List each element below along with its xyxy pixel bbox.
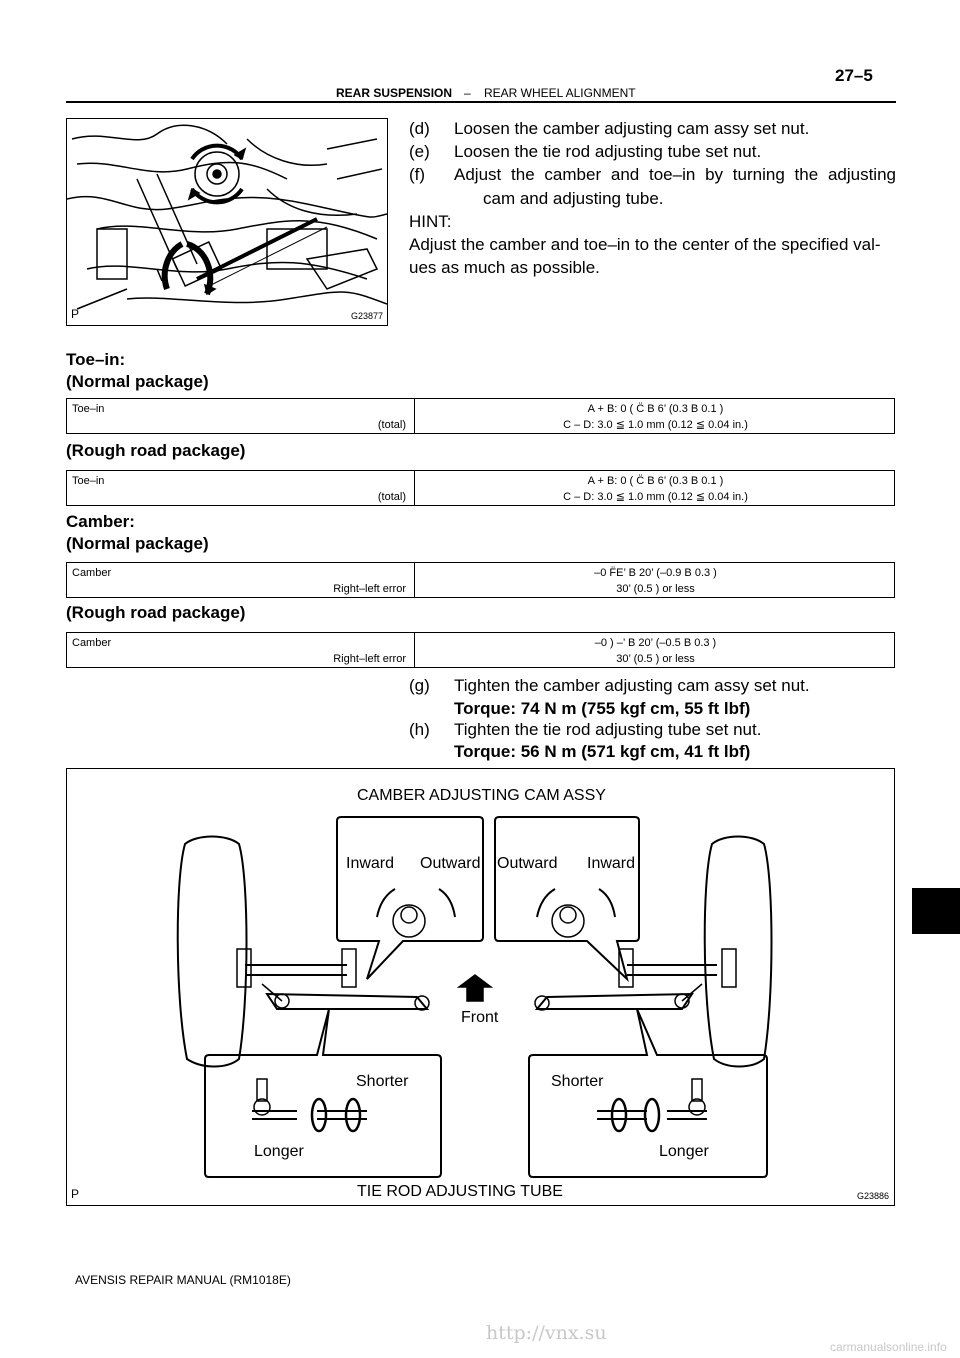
step-text-cont: cam and adjusting tube. bbox=[483, 189, 664, 208]
step-label: (g) bbox=[409, 676, 430, 695]
watermark-url[interactable]: http://vnx.su bbox=[486, 1322, 607, 1344]
step-d bbox=[409, 117, 896, 141]
hint-title: HINT: bbox=[409, 212, 452, 231]
camber-cam-title: CAMBER ADJUSTING CAM ASSY bbox=[357, 787, 606, 804]
torque-spec: Torque: 74 N m (755 kgf cm, 55 ft lbf) bbox=[454, 699, 751, 718]
step-h bbox=[409, 718, 896, 766]
step-e bbox=[409, 140, 896, 164]
spec-sublabel: Right–left error bbox=[333, 583, 406, 595]
label-longer-right: Longer bbox=[659, 1143, 709, 1160]
camber-rough-table bbox=[66, 632, 895, 668]
section-separator: – bbox=[464, 86, 471, 100]
step-text: Adjust the camber and toe–in by turning the adjusting bbox=[454, 165, 896, 184]
spec-label: Camber bbox=[72, 637, 112, 649]
spec-value-1: A + B: 0 ( C̈ B 6’ (0.3 B 0.1 ) bbox=[587, 403, 724, 415]
spec-value-1: –0 ) –’ B 20’ (–0.5 B 0.3 ) bbox=[594, 637, 717, 649]
label-shorter-right: Shorter bbox=[551, 1073, 604, 1090]
step-label: (h) bbox=[409, 720, 430, 739]
figure-p-label: P bbox=[71, 1187, 80, 1201]
hint-line-2: ues as much as possible. bbox=[409, 258, 600, 277]
spec-label: Camber bbox=[72, 567, 112, 579]
toe-in-normal-title: (Normal package) bbox=[66, 372, 209, 391]
label-shorter-left: Shorter bbox=[356, 1073, 409, 1090]
label-longer-left: Longer bbox=[254, 1143, 304, 1160]
step-label: (e) bbox=[409, 142, 430, 161]
spec-label: Toe–in bbox=[72, 475, 105, 487]
step-g bbox=[409, 674, 896, 722]
torque-spec: Torque: 56 N m (571 kgf cm, 41 ft lbf) bbox=[454, 742, 751, 761]
figure-code: G23877 bbox=[351, 311, 384, 321]
step-text: Loosen the tie rod adjusting tube set nut. bbox=[454, 142, 762, 161]
spec-value-2: 30’ (0.5 ) or less bbox=[616, 583, 695, 595]
label-outward-left: Outward bbox=[420, 855, 481, 872]
toe-in-title: Toe–in: bbox=[66, 350, 126, 369]
figure-suspension-photo bbox=[66, 118, 388, 326]
camber-title: Camber: bbox=[66, 512, 135, 531]
label-outward-right: Outward bbox=[497, 855, 558, 872]
alignment-diagram-drawing bbox=[67, 769, 896, 1207]
tie-rod-tube-title: TIE ROD ADJUSTING TUBE bbox=[357, 1183, 563, 1200]
step-text: Tighten the tie rod adjusting tube set nut. bbox=[454, 720, 762, 739]
figure-p-label: P bbox=[71, 307, 80, 321]
label-front: Front bbox=[461, 1009, 499, 1026]
step-text: Loosen the camber adjusting cam assy set nut. bbox=[454, 119, 810, 138]
step-label: (f) bbox=[409, 165, 426, 184]
header-rule bbox=[66, 101, 896, 103]
spec-value-2: 30’ (0.5 ) or less bbox=[616, 653, 695, 665]
section-title: REAR SUSPENSION bbox=[336, 86, 453, 100]
watermark-site[interactable]: carmanualsonline.info bbox=[830, 1340, 947, 1354]
step-f bbox=[409, 163, 896, 211]
figure-alignment-diagram bbox=[66, 768, 895, 1206]
spec-sublabel: (total) bbox=[377, 491, 406, 503]
hint-line-1: Adjust the camber and toe–in to the center of the specified val- bbox=[409, 235, 881, 254]
label-inward-right: Inward bbox=[587, 855, 636, 872]
spec-label: Toe–in bbox=[72, 403, 105, 415]
step-text: Tighten the camber adjusting cam assy set nut. bbox=[454, 676, 810, 695]
suspension-illustration bbox=[67, 119, 387, 325]
camber-normal-title: (Normal package) bbox=[66, 534, 209, 553]
spec-sublabel: (total) bbox=[377, 419, 406, 431]
spec-value-2: C – D: 3.0 ≦ 1.0 mm (0.12 ≦ 0.04 in.) bbox=[563, 491, 748, 503]
section-tab-marker bbox=[912, 888, 960, 934]
toe-in-rough-table bbox=[66, 470, 895, 506]
spec-value-1: –0 F̈E’ B 20’ (–0.9 B 0.3 ) bbox=[594, 567, 717, 579]
subsection-title: REAR WHEEL ALIGNMENT bbox=[484, 86, 636, 100]
toe-in-rough-title: (Rough road package) bbox=[66, 441, 246, 460]
camber-normal-table bbox=[66, 562, 895, 598]
footer-manual-title: AVENSIS REPAIR MANUAL (RM1018E) bbox=[75, 1273, 291, 1287]
label-inward-left: Inward bbox=[346, 855, 395, 872]
page-number: 27–5 bbox=[835, 66, 873, 85]
step-label: (d) bbox=[409, 119, 430, 138]
spec-value-2: C – D: 3.0 ≦ 1.0 mm (0.12 ≦ 0.04 in.) bbox=[563, 419, 748, 431]
figure-code: G23886 bbox=[857, 1191, 890, 1201]
toe-in-normal-table bbox=[66, 398, 895, 434]
camber-rough-title: (Rough road package) bbox=[66, 603, 246, 622]
spec-sublabel: Right–left error bbox=[333, 653, 406, 665]
spec-value-1: A + B: 0 ( C̈ B 6’ (0.3 B 0.1 ) bbox=[587, 475, 724, 487]
